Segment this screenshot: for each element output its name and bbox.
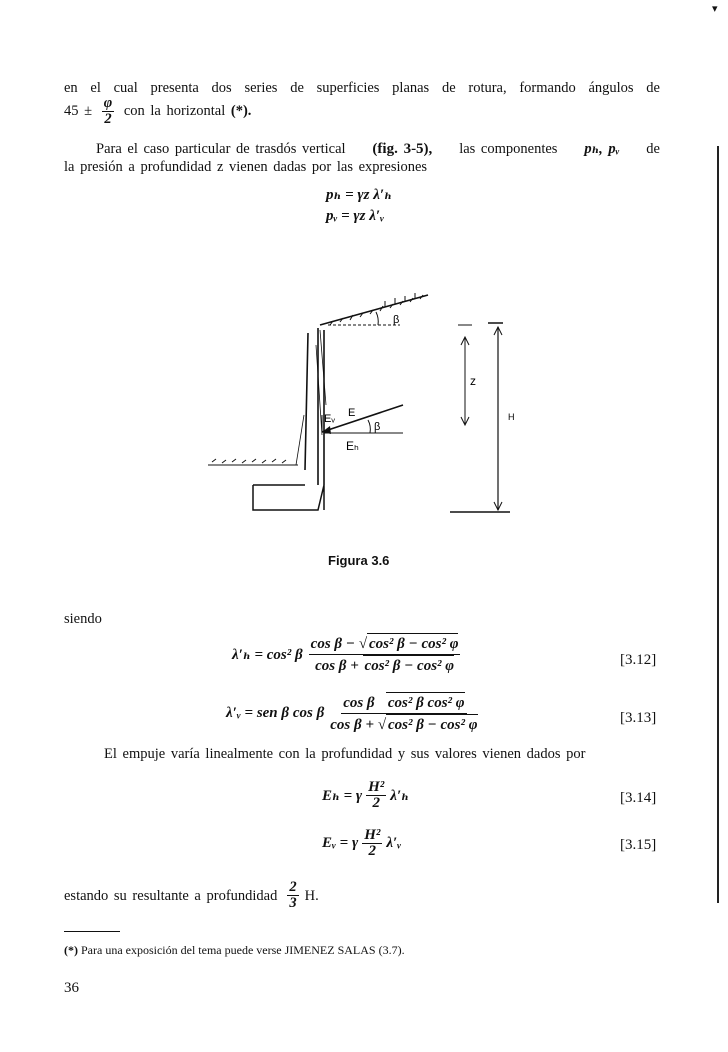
two-thirds-fraction — [287, 880, 298, 911]
para4-text: estando su resultante a profundidad — [64, 887, 278, 904]
equation-3-13 — [226, 692, 478, 735]
siendo-text: siendo — [64, 611, 102, 627]
eq312-num-a: cos β − — [310, 636, 355, 652]
para2-text-c: de — [646, 141, 660, 157]
note-ref: (*). — [230, 102, 252, 119]
margin-rule — [717, 146, 719, 903]
para2-line2: la presión a profundidad z vienen dadas por las expresiones — [64, 159, 428, 175]
frac-den: 2 — [104, 111, 112, 127]
para2-text-a: Para el caso particular de trasdós vertical — [96, 141, 346, 157]
eq313-den-sqrt: cos² β − cos² φ — [386, 714, 478, 735]
equation-3-15 — [322, 828, 401, 859]
eq313-lhs: λ′ᵥ = sen β cos β — [226, 705, 325, 721]
eq315-number: [3.15] — [620, 837, 657, 853]
eq313-number: [3.13] — [620, 710, 657, 726]
eq312-fraction: $\frac{\text{cos β − √ cos² β − cos² φ}}{\text{cos β + cos² β − cos² φ}}$ — [309, 633, 461, 676]
eq314-den: 2 — [372, 795, 380, 811]
eq314-number: [3.14] — [620, 790, 657, 806]
eq315-rhs: λ′ᵥ — [386, 835, 402, 851]
eq314-fraction — [366, 780, 386, 811]
pressure-components: pₕ, pᵥ — [584, 141, 620, 157]
fig-label-Eh: Eₕ — [346, 439, 359, 453]
fig-label-beta-mid: β — [374, 421, 381, 433]
equation-3-12 — [232, 633, 460, 676]
fig-ref: (fig. 3-5), — [372, 141, 433, 157]
equation-ph: pₕ = γz λ′ₕ — [326, 187, 392, 203]
eq315-fraction — [362, 828, 382, 859]
retaining-wall-figure — [200, 285, 520, 530]
eq313-fraction: $\frac{\text{cos β cos² β cos² φ}}{\text{cos β + √ cos² β − cos² φ}}$ — [330, 692, 477, 735]
fig-label-E: E — [348, 407, 356, 419]
eq313-num-sqrt: cos² β cos² φ — [386, 692, 465, 713]
fig-label-H: H — [508, 412, 515, 422]
para4-num: 2 — [289, 879, 297, 895]
phi-half-fraction — [102, 96, 114, 127]
wall-base — [253, 485, 324, 510]
para4-den: 3 — [289, 895, 297, 911]
wall-stem — [305, 328, 324, 485]
fig-label-z: z — [470, 374, 476, 388]
eq313-den-a: cos β + — [330, 717, 374, 733]
eq315-den: 2 — [368, 843, 377, 859]
fig-label-Ev: Eᵥ — [324, 413, 335, 425]
para3: El empuje varía linealmente con la profundidad y sus valores vienen dados por — [104, 746, 586, 762]
para1-prefix: 45 ± — [64, 102, 93, 119]
eq312-number: [3.12] — [620, 652, 657, 668]
page-number: 36 — [64, 980, 79, 996]
front-ground-edge — [296, 415, 304, 465]
eq314-rhs: λ′ₕ — [390, 788, 409, 804]
beta-arc-top — [376, 312, 378, 325]
footnote-text: Para una exposición del tema puede verse JIMENEZ SALAS (3.7). — [81, 943, 405, 957]
front-ground — [208, 459, 298, 465]
para4 — [64, 880, 319, 911]
eq312-den-a: cos β + — [315, 658, 359, 674]
footnote — [64, 943, 405, 958]
para1-suffix: con la horizontal — [123, 102, 226, 119]
eq315-num: H² — [364, 827, 381, 843]
footnote-separator — [64, 931, 120, 932]
para4-suffix: H. — [304, 887, 319, 904]
eq314-num: H² — [368, 779, 385, 795]
eq315-lhs: Eᵥ = γ — [322, 835, 359, 851]
eq312-num-sqrt: cos² β − cos² φ — [367, 633, 459, 654]
fig-label-beta-top: β — [393, 314, 400, 326]
equation-3-14 — [322, 780, 409, 811]
eq312-den-sqrt: cos² β − cos² φ — [363, 655, 455, 676]
footnote-mark: (*) — [64, 943, 78, 957]
para2-line1 — [64, 140, 660, 158]
equation-pv: pᵥ = γz λ′ᵥ — [326, 208, 385, 224]
corner-mark: ▾ — [712, 3, 718, 15]
para1-line2 — [64, 96, 251, 127]
para2-text-b: las componentes — [459, 141, 558, 157]
eq314-lhs: Eₕ = γ — [322, 788, 363, 804]
figure-caption: Figura 3.6 — [328, 553, 390, 568]
frac-num: φ — [103, 95, 113, 111]
eq313-num-a: cos β — [343, 695, 375, 711]
beta-arc-mid — [368, 420, 370, 433]
para1-line1: en el cual presenta dos series de superficies planas de rotura, formando ángulos de — [64, 80, 660, 96]
eq312-lhs: λ′ₕ = cos² β — [232, 647, 303, 663]
